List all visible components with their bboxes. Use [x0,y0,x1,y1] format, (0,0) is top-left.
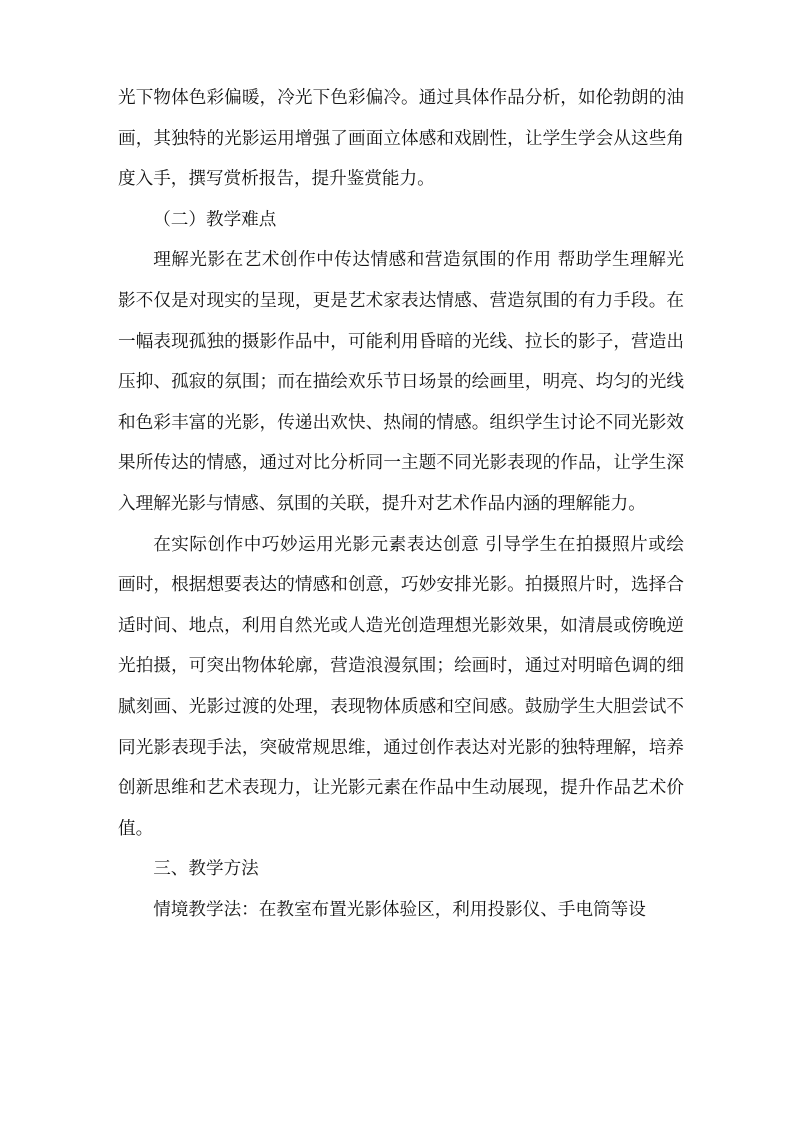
paragraph-situational-teaching: 情境教学法：在教室布置光影体验区，利用投影仪、手电筒等设 [153,899,646,920]
paragraph-difficulty-creation: 在实际创作中巧妙运用光影元素表达创意 引导学生在拍摄照片或绘画时，根据想要表达的情感和创意，巧妙安排光影。拍摄照片时，选择合适时间、地点，利用自然光或人造光创造理想光影效果，如清晨或傍晚逆光拍摄，可突出物体轮廓，营造浪漫氛围；绘画时，通过对明暗色调的细腻刻画、光影过渡的处理，表现物体质感和空间感。鼓励学生大胆尝试不同光影表现手法，突破常规思维，通过创作表达对光影的独特理解，培养创新思维和艺术表现力，让光影元素在作品中生动展现，提升作品艺术价值。 [118,534,684,839]
section-heading-teaching-methods: 三、教学方法 [153,859,259,880]
paragraph-continuation: 光下物体色彩偏暖，冷光下色彩偏冷。通过具体作品分析，如伦勃朗的油画，其独特的光影运用增强了画面立体感和戏剧性，让学生学会从这些角度入手，撰写赏析报告，提升鉴赏能力。 [118,88,684,190]
paragraph-difficulty-emotion: 理解光影在艺术创作中传达情感和营造氛围的作用 帮助学生理解光影不仅是对现实的呈现，更是艺术家表达情感、营造氛围的有力手段。在一幅表现孤独的摄影作品中，可能利用昏暗的光线、拉长的影子，营造出压抑、孤寂的氛围；而在描绘欢乐节日场景的绘画里，明亮、均匀的光线和色彩丰富的光影，传递出欢快、热闹的情感。组织学生讨论不同光影效果所传达的情感，通过对比分析同一主题不同光影表现的作品，让学生深入理解光影与情感、氛围的关联，提升对艺术作品内涵的理解能力。 [118,250,684,514]
document-body [118,78,684,930]
section-heading-teaching-difficulties: （二）教学难点 [153,209,277,230]
